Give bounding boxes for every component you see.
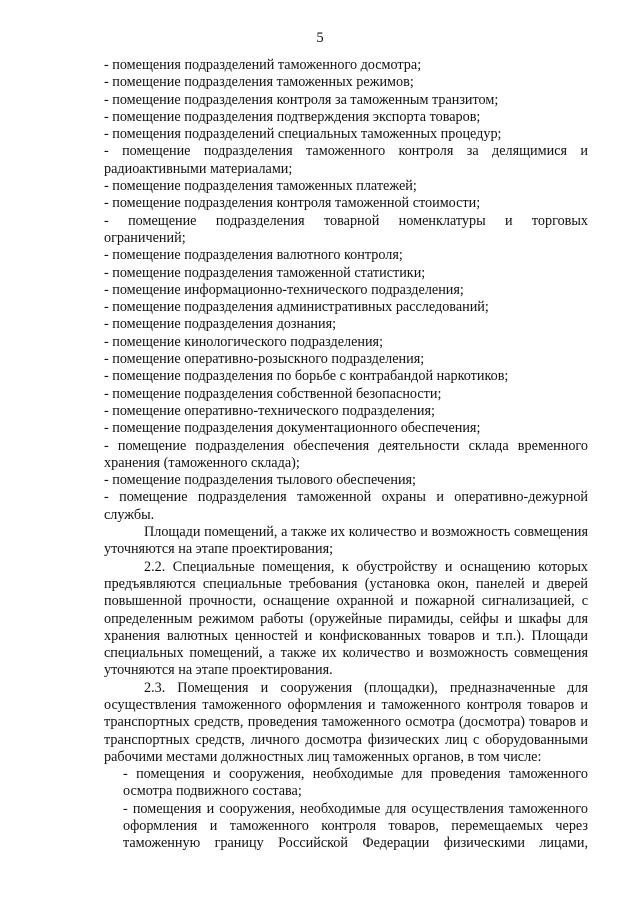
sub-item-continuation: оформления и таможенного контроля товаров, перемещаемых через bbox=[123, 818, 588, 835]
list-item: - помещение информационно-технического подразделения; bbox=[104, 281, 464, 298]
paragraph-2-2-line: уточняются на этапе проектирования. bbox=[104, 662, 333, 679]
list-item: - помещение подразделения дознания; bbox=[104, 316, 337, 333]
page-number: 5 bbox=[316, 30, 324, 46]
paragraph-2-2-line: хранения валютных ценностей и конфискованных товаров и т.п.). Площади bbox=[104, 627, 588, 644]
paragraph-2-2-line: повышенной прочности, оснащение охранной и пожарной сигнализацией, с bbox=[104, 593, 588, 610]
list-item: - помещение подразделения по борьбе с контрабандой наркотиков; bbox=[104, 368, 509, 385]
list-item-continuation: ограничений; bbox=[104, 229, 186, 246]
paragraph-2-2-line: предъявляются специальные требования (установка окон, панелей и дверей bbox=[104, 575, 588, 592]
paragraph-2-3-line: осуществления таможенного оформления и таможенного контроля товаров и bbox=[104, 696, 588, 713]
paragraph-2-2-line: определенным режимом работы (оружейные пирамиды, сейфы и шкафы для bbox=[104, 610, 588, 627]
list-item: - помещение подразделения административных расследований; bbox=[104, 299, 489, 316]
list-item: - помещение подразделения обеспечения деятельности склада временного bbox=[104, 437, 588, 454]
list-item: - помещение подразделения собственной безопасности; bbox=[104, 385, 442, 402]
sub-item: - помещения и сооружения, необходимые для проведения таможенного bbox=[123, 766, 588, 783]
sub-item-continuation: осмотра подвижного состава; bbox=[123, 783, 302, 800]
paragraph-2-3-line: транспортных средств, проведения таможенного осмотра (досмотра) товаров и bbox=[104, 714, 588, 731]
paragraph-2-2-line: специальных помещений, а также их количество и возможность совмещения bbox=[104, 645, 588, 662]
list-item: - помещение подразделения таможенной статистики; bbox=[104, 264, 426, 281]
list-item: - помещение подразделения документационного обеспечения; bbox=[104, 420, 481, 437]
document-body bbox=[104, 57, 588, 853]
sub-item-continuation: таможенную границу Российской Федерации физическими лицами, bbox=[123, 835, 588, 852]
list-item: - помещение оперативно-розыскного подразделения; bbox=[104, 351, 425, 368]
list-item: - помещение подразделения валютного контроля; bbox=[104, 247, 403, 264]
list-item: - помещение подразделения подтверждения экспорта товаров; bbox=[104, 108, 481, 125]
paragraph-2-2-line: 2.2. Специальные помещения, к обустройству и оснащению которых bbox=[144, 558, 588, 575]
list-item-continuation: хранения (таможенного склада); bbox=[104, 454, 300, 471]
list-item: - помещение подразделения контроля за таможенным транзитом; bbox=[104, 91, 499, 108]
list-item: - помещения подразделений таможенного досмотра; bbox=[104, 57, 422, 73]
list-item: - помещение подразделения таможенной охраны и оперативно-дежурной bbox=[104, 489, 588, 506]
paragraph-2-3-line: транспортных средств, личного досмотра физических лиц с оборудованными bbox=[104, 731, 588, 748]
list-item-continuation: службы. bbox=[104, 506, 155, 523]
list-item: - помещения подразделений специальных таможенных процедур; bbox=[104, 126, 502, 143]
paragraph-areas-line: уточняются на этапе проектирования; bbox=[104, 541, 334, 558]
list-item: - помещение подразделения таможенных платежей; bbox=[104, 178, 417, 195]
list-item-continuation: радиоактивными материалами; bbox=[104, 160, 293, 177]
list-item: - помещение подразделения товарной номенклатуры и торговых bbox=[104, 212, 588, 229]
paragraph-2-3-line: 2.3. Помещения и сооружения (площадки), предназначенные для bbox=[144, 679, 588, 696]
paragraph-2-3-line: рабочими местами должностных лиц таможенных органов, в том числе: bbox=[104, 748, 542, 765]
list-item: - помещение подразделения контроля таможенной стоимости; bbox=[104, 195, 481, 212]
list-item: - помещение подразделения тылового обеспечения; bbox=[104, 472, 416, 489]
list-item: - помещение подразделения таможенного контроля за делящимися и bbox=[104, 143, 588, 160]
paragraph-areas-line: Площади помещений, а также их количество и возможность совмещения bbox=[144, 524, 588, 541]
sub-item: - помещения и сооружения, необходимые для осуществления таможенного bbox=[123, 800, 588, 817]
list-item: - помещение подразделения таможенных режимов; bbox=[104, 74, 414, 91]
list-item: - помещение кинологического подразделения; bbox=[104, 333, 384, 350]
list-item: - помещение оперативно-технического подразделения; bbox=[104, 402, 435, 419]
